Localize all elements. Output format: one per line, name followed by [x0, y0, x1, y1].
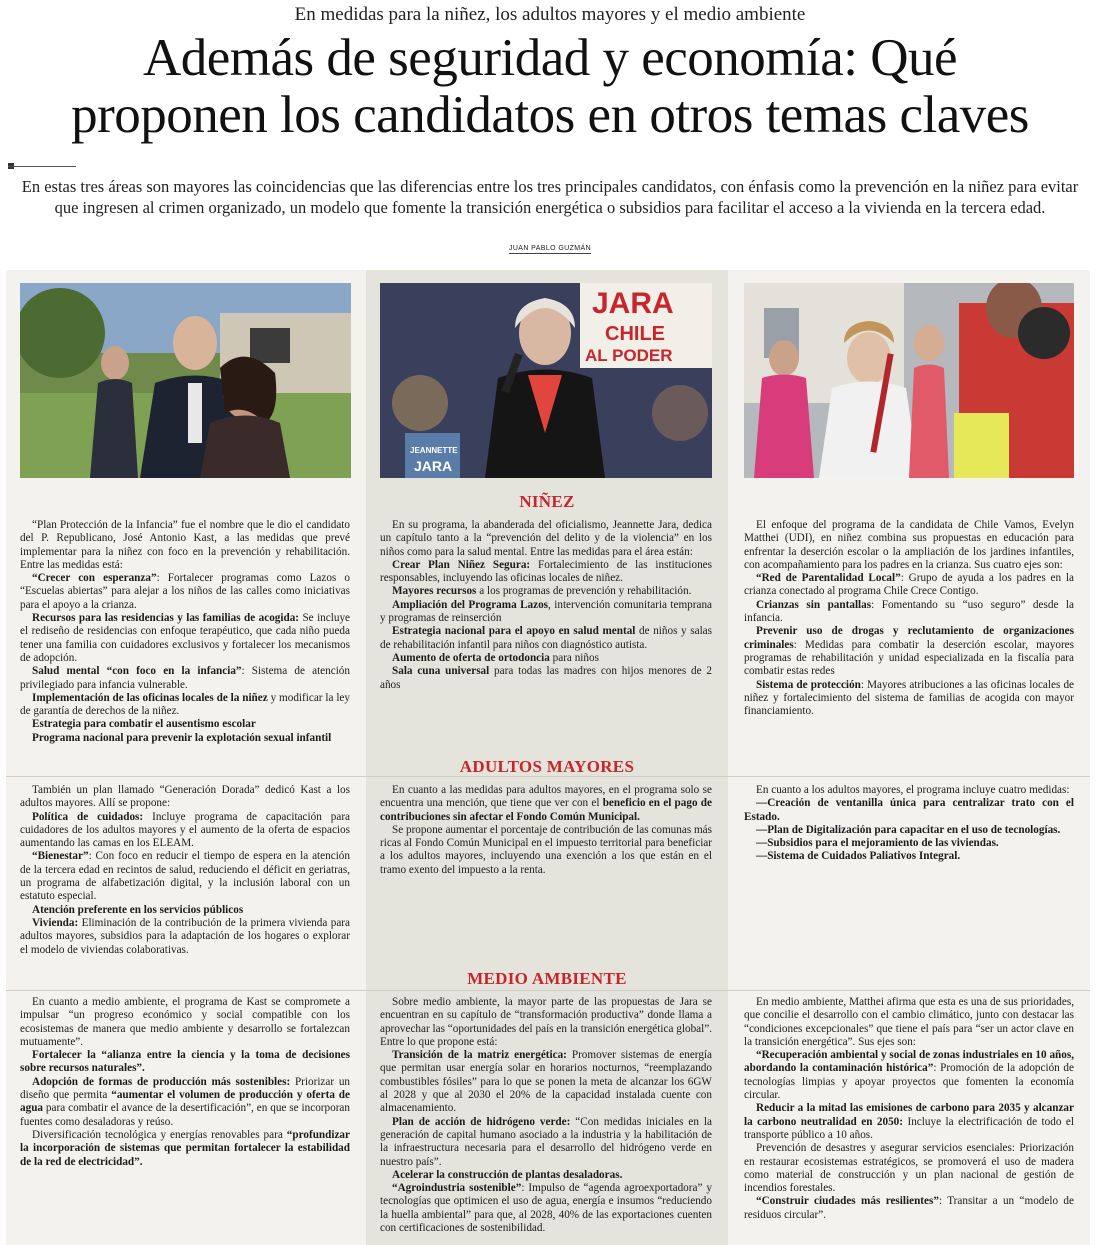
- headline: [0, 30, 1100, 144]
- ninez-kast-column: [20, 519, 350, 745]
- paragraph: En cuanto a medio ambiente, el programa de Kast se compromete a impulsar “un progreso económico y social compatible con los ecosistemas de manera que medio ambiente y desarrollo se fortalezcan mutuamente”.: [20, 996, 350, 1048]
- paragraph: Mayores recursos a los programas de prevención y rehabilitación.: [392, 585, 692, 598]
- section-divider: [6, 990, 1090, 991]
- svg-text:JARA: JARA: [414, 458, 453, 474]
- paragraph: “Recuperación ambiental y social de zonas industriales en 10 años, abordando la contaminación histórica”: Promoción de la adopción de tecnologías limpias y apoyar proyectos que fomenten la economía circular.: [744, 1049, 1074, 1102]
- paragraph: Adopción de formas de producción más sostenibles: Priorizar un diseño que permita “aumentar el volumen de producción y oferta de agua para combatir el avance de la desertificación”, en que se incorporan fuentes como desaladoras y reúso.: [20, 1075, 351, 1128]
- svg-text:AL PODER: AL PODER: [585, 346, 673, 365]
- section-title-adultos-mayores: ADULTOS MAYORES: [459, 757, 635, 776]
- paragraph: Acelerar la construcción de plantas desaladoras.: [392, 1168, 623, 1181]
- paragraph: —Plan de Digitalización para capacitar en el uso de tecnologías.: [756, 823, 1061, 836]
- section-title-ninez: NIÑEZ: [519, 492, 575, 511]
- medio-kast-column: [20, 996, 350, 1169]
- paragraph: “Crecer con esperanza”: Fortalecer programas como Lazos o “Escuelas abiertas” para alejar a los niños de las calles como iniciativas para el apoyo a la crianza.: [20, 572, 350, 611]
- paragraph: “Plan Protección de la Infancia” fue el nombre que le dio el candidato del P. Republicano, José Antonio Kast, a las medidas que prevé implementar para la niñez con foco en la prevención y rehabilitación. Entre las medidas está:: [20, 519, 350, 571]
- deck: En estas tres áreas son mayores las coincidencias que las diferencias entre los tres principales candidatos, con énfasis como la prevención en la niñez para evitar que ingresen al crimen organizado, un modelo que fomente la transición energética o subsidios para facilitar el acceso a la vivienda en la tercera edad.: [21, 177, 1079, 217]
- byline: JUAN PABLO GUZMÁN: [508, 245, 592, 252]
- ninez-matthei-column: [744, 519, 1074, 718]
- paragraph: En medio ambiente, Matthei afirma que esta es una de sus prioridades, que concilie el desarrollo con el cambio climático, junto con destacar las “condiciones excepcionales” que tiene el país para “ser un actor clave en la transición energética”. Sus ejes son:: [744, 996, 1074, 1048]
- headline-line-2: proponen los candidatos en otros temas claves: [71, 86, 1029, 144]
- paragraph: Transición de la matriz energética: Promover sistemas de energía que permitan usar energía solar en horarios nocturnos, “reemplazando combustibles fósiles” para lo que se ponen la meta de alcanzar los 6GW al 2028 y que al 2030 el 20% de la capacidad instalada cuente con almacenamiento.: [380, 1049, 712, 1115]
- section-title-medio-ambiente: MEDIO AMBIENTE: [467, 969, 627, 988]
- paragraph: “Agroindustria sostenible”: Impulso de “agenda agroexportadora” y tecnologías que optimicen el uso de agua, energía e insumos “reduciendo la huella ambiental” para que, al 2028, 40% de las exportaciones cuenten con certificaciones de sostenibilidad.: [380, 1182, 712, 1235]
- paragraph: Atención preferente en los servicios públicos: [32, 903, 244, 916]
- photo-jara: [380, 283, 712, 478]
- svg-text:JARA: JARA: [592, 287, 674, 320]
- paragraph: Plan de acción de hidrógeno verde: “Con medidas iniciales en la generación de capital humano asociado a la industria y la habilitación de la infraestructura necesaria para el desarrollo del hidrógeno verde en nuestro país”.: [380, 1115, 712, 1168]
- adultos-kast-column: [20, 784, 350, 957]
- paragraph: Recursos para las residencias y las familias de acogida: Se incluye el rediseño de residencias con enfoque terapéutico, que cada niño pueda tener una familia con cuidadores exclusivos y fortalecer los mecanismos de adopción.: [20, 612, 350, 664]
- paragraph: Vivienda: Eliminación de la contribución de la primera vivienda para adultos mayores, subsidios para la adaptación de los hogares o explorar el modelo de viviendas colaborativas.: [20, 916, 350, 956]
- paragraph: En su programa, la abanderada del oficialismo, Jeannette Jara, dedica un capítulo tanto a la “prevención del delito y de la violencia” en los niños como para la salud mental. Entre las medidas para el área están:: [380, 519, 712, 558]
- paragraph: Sobre medio ambiente, la mayor parte de las propuestas de Jara se encuentran en su capítulo de “transformación productiva” donde llama a aprovechar las “oportunidades del país en la transición energética global”. Entre lo que propone está:: [380, 996, 712, 1048]
- photo-matthei: [744, 283, 1074, 478]
- paragraph: Programa nacional para prevenir la explotación sexual infantil: [32, 731, 332, 744]
- svg-text:JEANNETTE: JEANNETTE: [410, 446, 458, 455]
- paragraph: “Red de Parentalidad Local”: Grupo de ayuda a los padres en la crianza conectado al programa Chile Crece Contigo.: [744, 572, 1074, 598]
- paragraph: Prevención de desastres y asegurar servicios esenciales: Priorización en restaurar ecosistemas estratégicos, se promoverá el uso de madera como material de construcción y un plan nacional de gestión de incendios forestales.: [744, 1142, 1074, 1195]
- headline-line-1: Además de seguridad y economía: Qué: [142, 29, 958, 87]
- medio-jara-column: [380, 996, 712, 1235]
- paragraph: En cuanto a los adultos mayores, el programa incluye cuatro medidas:: [756, 784, 1070, 796]
- paragraph: —Subsidios para el mejoramiento de las viviendas.: [756, 837, 999, 850]
- paragraph: Fortalecer la “alianza entre la ciencia y la toma de decisiones sobre recursos naturales”.: [20, 1049, 350, 1075]
- paragraph: Crear Plan Niñez Segura: Fortalecimiento de las instituciones responsables, incluyendo las oficinas locales de niñez.: [380, 558, 712, 585]
- paragraph: Se propone aumentar el porcentaje de contribución de las comunas más ricas al Fondo Común Municipal en el impuesto territorial para beneficiar a los adultos mayores, incluyendo una exención a los que están en el tramo exento del impuesto a la renta.: [380, 823, 712, 876]
- rule-divider: [8, 166, 76, 167]
- photo-kast: [20, 283, 351, 478]
- paragraph: Sistema de protección: Mayores atribuciones a las oficinas locales de niñez y fortalecimiento del sistema de familias de acogida con mayor financiamiento.: [744, 678, 1075, 718]
- paragraph: Reducir a la mitad las emisiones de carbono para 2035 y alcanzar la carbono neutralidad en 2050: Incluye la electrificación de todo el transporte público a 10 años.: [744, 1102, 1074, 1141]
- kicker: En medidas para la niñez, los adultos mayores y el medio ambiente: [294, 4, 806, 25]
- paragraph: —Creación de ventanilla única para centralizar trato con el Estado.: [744, 797, 1074, 823]
- paragraph: Salud mental “con foco en la infancia”: Sistema de atención privilegiado para infancia vulnerable.: [20, 665, 350, 691]
- paragraph: “Construir ciudades más resilientes”: Transitar a un “modelo de residuos circular”.: [744, 1195, 1074, 1221]
- paragraph: También un plan llamado “Generación Dorada” dedicó Kast a los adultos mayores. Allí se propone:: [20, 784, 350, 810]
- paragraph: Estrategia para combatir el ausentismo escolar: [32, 718, 256, 731]
- paragraph: Aumento de oferta de ortodoncia para niños: [392, 651, 599, 664]
- paragraph: El enfoque del programa de la candidata de Chile Vamos, Evelyn Matthei (UDI), en niñez combina sus propuestas en educación para enfrentar la deserción escolar o la ampliación de los jardines infantiles, con acompañamiento para los padres en la crianza. Sus cuatro ejes son:: [744, 519, 1074, 571]
- paragraph: —Sistema de Cuidados Paliativos Integral.: [756, 850, 961, 863]
- adultos-matthei-column: [744, 784, 1074, 864]
- paragraph: En cuanto a las medidas para adultos mayores, en el programa solo se encuentra una mención, que tiene que ver con el beneficio en el pago de contribuciones sin afectar el Fondo Común Municipal.: [380, 784, 712, 823]
- paragraph: Estrategia nacional para el apoyo en salud mental de niños y salas de rehabilitación infantil para niños con diagnóstico autista.: [380, 625, 712, 651]
- paragraph: Política de cuidados: Incluye programa de capacitación para cuidadores de los adultos mayores y el aumento de la oferta de espacios aumentando las camas en los ELEAM.: [20, 810, 351, 850]
- paragraph: Sala cuna universal para todas las madres con hijos menores de 2 años: [380, 665, 712, 691]
- paragraph: “Bienestar”: Con foco en reducir el tiempo de espera en la atención de la tercera edad en recintos de salud, reduciendo el déficit en geriatras, un programa de alfabetización digital, y la inclusión laboral con un estatuto especial.: [20, 850, 350, 903]
- paragraph: Ampliación del Programa Lazos, intervención comunitaria temprana y programas de reinserción: [380, 598, 713, 625]
- paragraph: Implementación de las oficinas locales de la niñez y modificar la ley de garantía de derechos de la niñez.: [20, 691, 350, 718]
- medio-matthei-column: [744, 996, 1074, 1222]
- ninez-jara-column: [380, 519, 712, 692]
- paragraph: Diversificación tecnológica y energías renovables para “profundizar la incorporación de sistemas que permitan fortalecer la estabilidad de la red de electricidad”.: [20, 1128, 350, 1168]
- paragraph: Crianzas sin pantallas: Fomentando su “uso seguro” desde la infancia.: [744, 598, 1074, 625]
- adultos-jara-column: [380, 784, 712, 877]
- paragraph: Prevenir uso de drogas y reclutamiento de organizaciones criminales: Medidas para combatir la deserción escolar, mayores programas de rehabilitación y unidad especializada en la fiscalía para combatir estas redes: [744, 625, 1074, 678]
- svg-text:CHILE: CHILE: [605, 323, 665, 345]
